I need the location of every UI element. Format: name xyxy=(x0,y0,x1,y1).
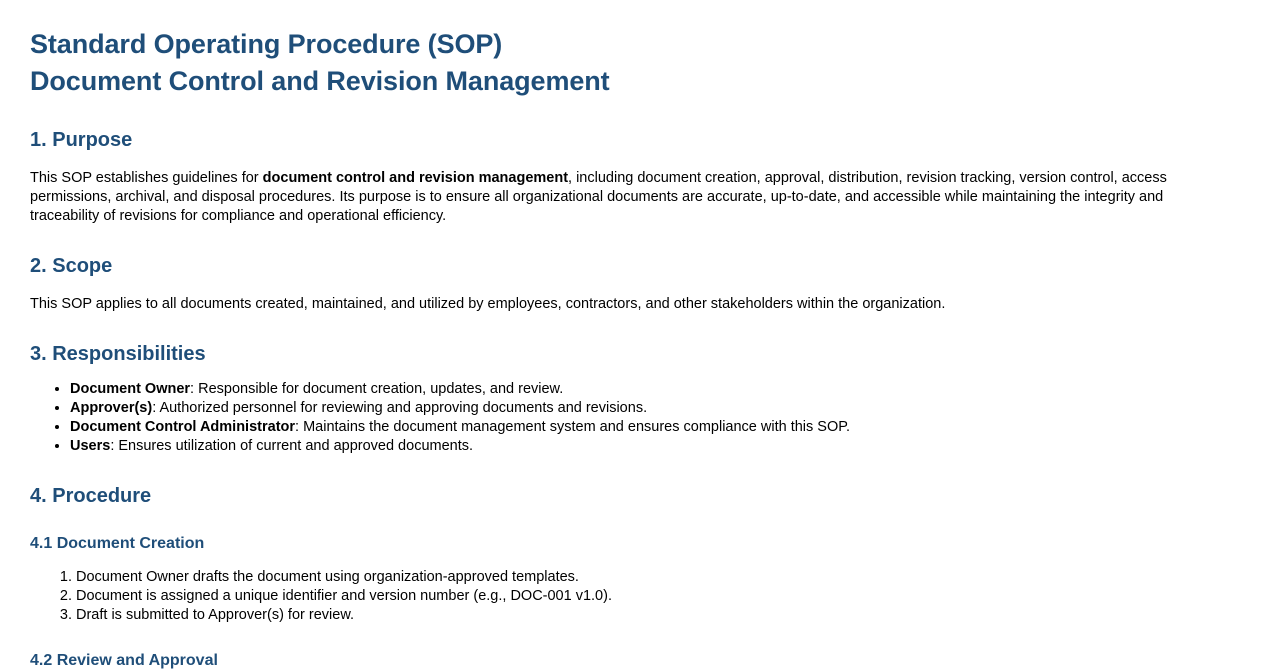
scope-paragraph: This SOP applies to all documents created, maintained, and utilized by employees, contractors, and other stakeholders within the organization. xyxy=(30,296,946,312)
list-item xyxy=(70,437,1233,456)
list-item xyxy=(70,418,1233,437)
responsibility-description: : Responsible for document creation, updates, and review. xyxy=(190,381,564,397)
list-item xyxy=(70,399,1233,418)
list-item: 3. Draft is submitted to Approver(s) for review. xyxy=(76,606,1233,625)
purpose-text-bold: document control and revision management xyxy=(262,170,569,186)
purpose-paragraph xyxy=(30,169,1233,226)
subsection-heading-review-and-approval: 4.2 Review and Approval xyxy=(30,652,218,669)
list-item: 2. Document is assigned a unique identifier and version number (e.g., DOC-001 v1.0). xyxy=(76,587,1233,606)
responsibilities-list xyxy=(30,380,1233,456)
page-title xyxy=(30,26,1233,100)
subsection-heading-document-creation: 4.1 Document Creation xyxy=(30,535,205,552)
section-heading-responsibilities: 3. Responsibilities xyxy=(30,343,206,365)
list-item: 1. Document Owner drafts the document using organization-approved templates. xyxy=(76,568,1233,587)
page-title-line-2: Document Control and Revision Management xyxy=(30,66,610,96)
responsibility-role: Document Control Administrator xyxy=(70,419,296,435)
section-heading-purpose: 1. Purpose xyxy=(30,129,133,151)
responsibility-description: : Authorized personnel for reviewing and approving documents and revisions. xyxy=(152,400,648,416)
responsibility-description: : Ensures utilization of current and approved documents. xyxy=(110,438,474,454)
responsibility-description: : Maintains the document management system and ensures compliance with this SOP. xyxy=(295,419,851,435)
responsibility-role: Users xyxy=(70,438,111,454)
purpose-text-part1: This SOP establishes guidelines for xyxy=(30,170,263,186)
responsibility-role: Document Owner xyxy=(70,381,191,397)
document-creation-steps xyxy=(30,568,1233,625)
purpose-text-part2: , including document creation, approval, distribution, revision tracking, version control, access permissions, archival, and disposal procedures. Its purpose is to ensure all organizational documents are accurate, up-to-date, and accessible while maintaining the integrity and traceability of revisions for compliance and operational efficiency. xyxy=(30,170,1167,224)
responsibility-role: Approver(s) xyxy=(70,400,153,416)
list-item xyxy=(70,380,1233,399)
section-heading-procedure: 4. Procedure xyxy=(30,485,152,507)
page-title-line-1: Standard Operating Procedure (SOP) xyxy=(30,29,503,59)
section-heading-scope: 2. Scope xyxy=(30,255,113,277)
